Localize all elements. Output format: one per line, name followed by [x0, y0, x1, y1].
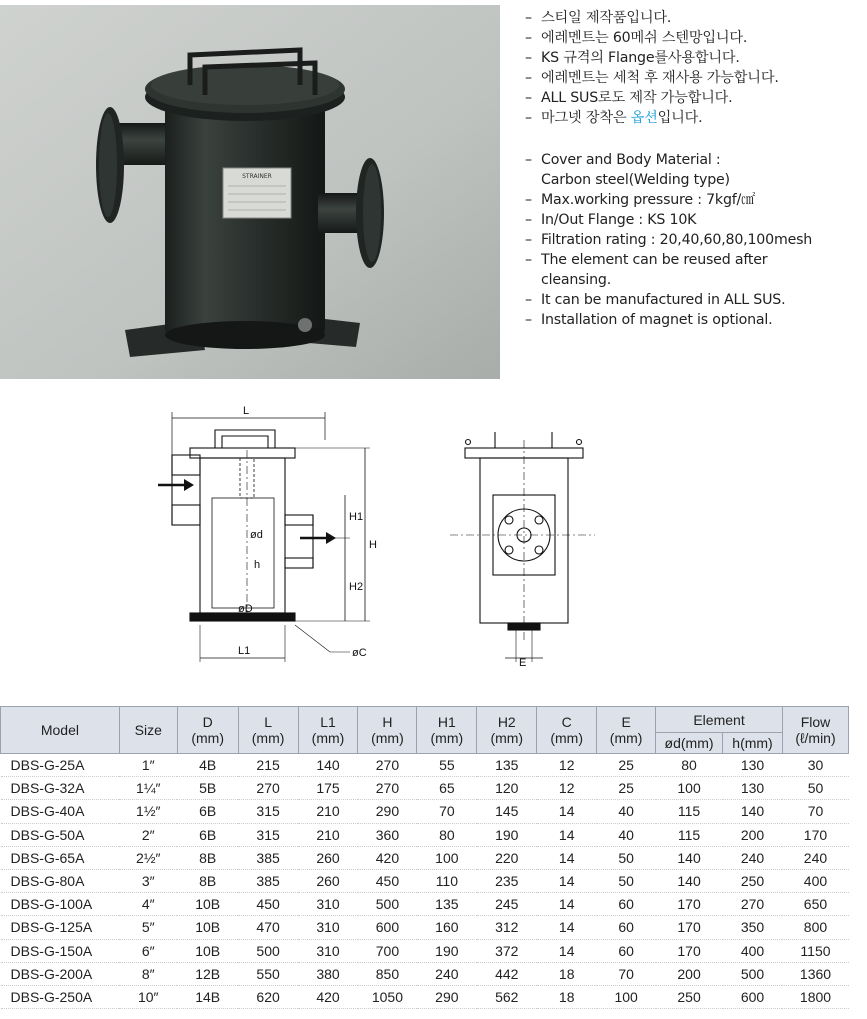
table-cell: 500 — [238, 939, 298, 962]
nameplate-title: STRAINER — [242, 173, 272, 180]
cell-model: DBS-G-50A — [1, 823, 120, 846]
table-cell: 270 — [723, 893, 783, 916]
table-cell: 100 — [597, 985, 656, 1008]
feature-en-element: – The element can be reused after — [525, 252, 768, 268]
table-cell: 4B — [177, 754, 238, 777]
dim-label-H1: H1 — [349, 511, 364, 523]
table-row — [1, 754, 849, 777]
header-L1: L1 (mm) — [298, 707, 358, 754]
table-cell: 25 — [597, 754, 656, 777]
table-cell: 235 — [477, 869, 537, 892]
table-cell: 14 — [537, 823, 597, 846]
table-row — [1, 962, 849, 985]
feature-ko-6: – 마그넷 장착은 옵션입니다. — [525, 110, 703, 126]
product-photo — [0, 5, 500, 379]
table-cell: 210 — [298, 800, 358, 823]
table-cell: 60 — [597, 939, 656, 962]
table-cell: 1050 — [358, 985, 417, 1008]
table-cell: 450 — [358, 869, 417, 892]
feature-en-material: – Cover and Body Material : — [525, 152, 721, 168]
table-cell: 270 — [238, 777, 298, 800]
cell-model: DBS-G-65A — [1, 846, 120, 869]
table-cell: 1800 — [782, 985, 848, 1008]
table-cell: 10B — [177, 893, 238, 916]
table-row — [1, 893, 849, 916]
table-cell: 450 — [238, 893, 298, 916]
table-cell: 420 — [358, 846, 417, 869]
dim-label-h: h — [254, 559, 261, 571]
header-model: Model — [1, 707, 120, 754]
table-cell: 175 — [298, 777, 358, 800]
table-cell: 170 — [656, 939, 723, 962]
table-row — [1, 985, 849, 1008]
dim-label-E: E — [519, 657, 527, 669]
table-cell: 1″ — [119, 754, 177, 777]
dim-label-L: L — [243, 405, 250, 417]
table-row — [1, 800, 849, 823]
table-cell: 60 — [597, 893, 656, 916]
table-cell: 14 — [537, 893, 597, 916]
header-D: D (mm) — [177, 707, 238, 754]
header-H1: H1 (mm) — [417, 707, 477, 754]
header-flow: Flow (ℓ/min) — [782, 707, 848, 754]
table-cell: 6B — [177, 823, 238, 846]
table-cell: 372 — [477, 939, 537, 962]
header-element-h: h(mm) — [723, 733, 783, 754]
table-cell: 30 — [782, 754, 848, 777]
table-cell: 290 — [417, 985, 477, 1008]
table-cell: 850 — [358, 962, 417, 985]
table-cell: 55 — [417, 754, 477, 777]
specification-table — [0, 706, 849, 1009]
option-highlight: 옵션 — [630, 110, 658, 126]
table-cell: 12 — [537, 754, 597, 777]
table-cell: 60 — [597, 916, 656, 939]
table-cell: 110 — [417, 869, 477, 892]
table-cell: 650 — [782, 893, 848, 916]
table-cell: 140 — [656, 846, 723, 869]
table-cell: 50 — [597, 869, 656, 892]
table-cell: 500 — [358, 893, 417, 916]
feature-en-flange: – In/Out Flange : KS 10K — [525, 212, 697, 228]
cell-model: DBS-G-250A — [1, 985, 120, 1008]
table-cell: 420 — [298, 985, 358, 1008]
header-element: Element — [656, 707, 783, 733]
table-cell: 160 — [417, 916, 477, 939]
dim-label-D: øD — [238, 603, 253, 615]
table-cell: 130 — [723, 754, 783, 777]
feature-en-pressure: – Max.working pressure : 7kgf/㎠ — [525, 192, 756, 208]
table-cell: 250 — [656, 985, 723, 1008]
table-cell: 270 — [358, 754, 417, 777]
table-cell: 260 — [298, 846, 358, 869]
header-size: Size — [119, 707, 177, 754]
dim-label-H: H — [369, 539, 377, 551]
feature-en-magnet: – Installation of magnet is optional. — [525, 312, 773, 328]
table-cell: 260 — [298, 869, 358, 892]
header-H2: H2 (mm) — [477, 707, 537, 754]
strainer-photo-illustration — [0, 5, 500, 379]
table-cell: 14 — [537, 939, 597, 962]
cell-model: DBS-G-125A — [1, 916, 120, 939]
table-cell: 200 — [656, 962, 723, 985]
front-view-drawing — [450, 432, 595, 669]
table-cell: 270 — [358, 777, 417, 800]
table-cell: 312 — [477, 916, 537, 939]
table-cell: 315 — [238, 823, 298, 846]
table-cell: 600 — [723, 985, 783, 1008]
table-cell: 3″ — [119, 869, 177, 892]
table-cell: 50 — [782, 777, 848, 800]
cell-model: DBS-G-200A — [1, 962, 120, 985]
cell-model: DBS-G-40A — [1, 800, 120, 823]
dim-label-H2: H2 — [349, 581, 364, 593]
table-cell: 14 — [537, 800, 597, 823]
table-cell: 190 — [417, 939, 477, 962]
table-cell: 170 — [656, 916, 723, 939]
table-row — [1, 846, 849, 869]
dim-label-L1: L1 — [238, 645, 251, 657]
dim-label-d: ød — [250, 529, 263, 541]
table-cell: 115 — [656, 800, 723, 823]
table-cell: 12B — [177, 962, 238, 985]
table-cell: 190 — [477, 823, 537, 846]
table-cell: 442 — [477, 962, 537, 985]
table-cell: 14 — [537, 916, 597, 939]
table-cell: 5″ — [119, 916, 177, 939]
table-cell: 70 — [417, 800, 477, 823]
feature-ko-3: – KS 규격의 Flange를사용합니다. — [525, 50, 740, 66]
table-cell: 8B — [177, 869, 238, 892]
table-cell: 220 — [477, 846, 537, 869]
table-cell: 5B — [177, 777, 238, 800]
table-cell: 290 — [358, 800, 417, 823]
table-cell: 310 — [298, 893, 358, 916]
table-cell: 80 — [656, 754, 723, 777]
table-row — [1, 916, 849, 939]
table-cell: 200 — [723, 823, 783, 846]
table-cell: 600 — [358, 916, 417, 939]
table-row — [1, 777, 849, 800]
table-body — [1, 754, 849, 1009]
technical-drawings — [150, 400, 610, 675]
table-cell: 240 — [723, 846, 783, 869]
feature-ko-5: – ALL SUS로도 제작 가능합니다. — [525, 90, 733, 106]
table-row — [1, 823, 849, 846]
table-cell: 1360 — [782, 962, 848, 985]
table-cell: 360 — [358, 823, 417, 846]
table-cell: 1¼″ — [119, 777, 177, 800]
table-cell: 800 — [782, 916, 848, 939]
table-cell: 1150 — [782, 939, 848, 962]
table-cell: 140 — [298, 754, 358, 777]
table-cell: 470 — [238, 916, 298, 939]
table-cell: 2″ — [119, 823, 177, 846]
table-cell: 6″ — [119, 939, 177, 962]
table-cell: 135 — [477, 754, 537, 777]
table-cell: 100 — [417, 846, 477, 869]
table-cell: 380 — [298, 962, 358, 985]
table-cell: 2½″ — [119, 846, 177, 869]
feature-ko-4: – 에레멘트는 세척 후 재사용 가능합니다. — [525, 70, 779, 86]
table-cell: 240 — [782, 846, 848, 869]
cell-model: DBS-G-25A — [1, 754, 120, 777]
table-cell: 700 — [358, 939, 417, 962]
table-cell: 18 — [537, 985, 597, 1008]
header-L: L (mm) — [238, 707, 298, 754]
header-element-d: ød(mm) — [656, 733, 723, 754]
table-cell: 10B — [177, 916, 238, 939]
table-cell: 14B — [177, 985, 238, 1008]
table-cell: 40 — [597, 823, 656, 846]
cell-model: DBS-G-32A — [1, 777, 120, 800]
table-cell: 400 — [782, 869, 848, 892]
table-cell: 145 — [477, 800, 537, 823]
table-cell: 8″ — [119, 962, 177, 985]
table-cell: 65 — [417, 777, 477, 800]
table-cell: 18 — [537, 962, 597, 985]
table-cell: 400 — [723, 939, 783, 962]
table-cell: 70 — [782, 800, 848, 823]
table-cell: 170 — [782, 823, 848, 846]
table-cell: 1½″ — [119, 800, 177, 823]
table-cell: 140 — [656, 869, 723, 892]
table-cell: 115 — [656, 823, 723, 846]
table-cell: 350 — [723, 916, 783, 939]
table-cell: 4″ — [119, 893, 177, 916]
table-cell: 8B — [177, 846, 238, 869]
feature-list: – 스티일 제작품입니다. – 에레멘트는 60메쉬 스텐망입니다. – KS 규격의 Flange를사용합니다. – 에레멘트는 세척 후 재사용 가능합니다. – ALL SUS로도 제작 가능합니다. – 마그넷 장착은 옵션입니다. – Cover and Body Material : Carbon steel(Welding type) – Max.working pressure : 7kgf/㎠ – In/Out Flange : KS 10K – Filtration rating : 20,40,60,80,100mesh – The element can be reused after cleansing. – It can be manufactured in ALL SUS. – Installation of magnet is optional. — [525, 8, 865, 330]
table-cell: 550 — [238, 962, 298, 985]
table-cell: 70 — [597, 962, 656, 985]
table-cell: 100 — [656, 777, 723, 800]
feature-en-filtration: – Filtration rating : 20,40,60,80,100mesh — [525, 232, 813, 248]
table-cell: 310 — [298, 939, 358, 962]
table-cell: 14 — [537, 846, 597, 869]
table-cell: 140 — [723, 800, 783, 823]
table-cell: 130 — [723, 777, 783, 800]
table-cell: 80 — [417, 823, 477, 846]
table-cell: 210 — [298, 823, 358, 846]
table-cell: 620 — [238, 985, 298, 1008]
header-C: C (mm) — [537, 707, 597, 754]
table-cell: 385 — [238, 869, 298, 892]
header-H: H (mm) — [358, 707, 417, 754]
table-cell: 310 — [298, 916, 358, 939]
table-cell: 562 — [477, 985, 537, 1008]
feature-en-sus: – It can be manufactured in ALL SUS. — [525, 292, 786, 308]
table-cell: 14 — [537, 869, 597, 892]
table-cell: 10″ — [119, 985, 177, 1008]
cell-model: DBS-G-150A — [1, 939, 120, 962]
table-cell: 385 — [238, 846, 298, 869]
table-cell: 500 — [723, 962, 783, 985]
table-cell: 135 — [417, 893, 477, 916]
table-cell: 250 — [723, 869, 783, 892]
table-cell: 6B — [177, 800, 238, 823]
table-cell: 10B — [177, 939, 238, 962]
table-row — [1, 869, 849, 892]
table-cell: 240 — [417, 962, 477, 985]
table-cell: 12 — [537, 777, 597, 800]
cell-model: DBS-G-100A — [1, 893, 120, 916]
table-cell: 50 — [597, 846, 656, 869]
table-cell: 40 — [597, 800, 656, 823]
dim-label-C: øC — [352, 647, 367, 659]
side-view-drawing — [158, 405, 377, 662]
table-cell: 170 — [656, 893, 723, 916]
header-E: E (mm) — [597, 707, 656, 754]
table-cell: 215 — [238, 754, 298, 777]
table-row — [1, 939, 849, 962]
feature-ko-2: – 에레멘트는 60메쉬 스텐망입니다. — [525, 30, 748, 46]
table-cell: 120 — [477, 777, 537, 800]
cell-model: DBS-G-80A — [1, 869, 120, 892]
table-cell: 315 — [238, 800, 298, 823]
table-cell: 25 — [597, 777, 656, 800]
feature-ko-1: – 스티일 제작품입니다. — [525, 10, 672, 26]
table-cell: 245 — [477, 893, 537, 916]
